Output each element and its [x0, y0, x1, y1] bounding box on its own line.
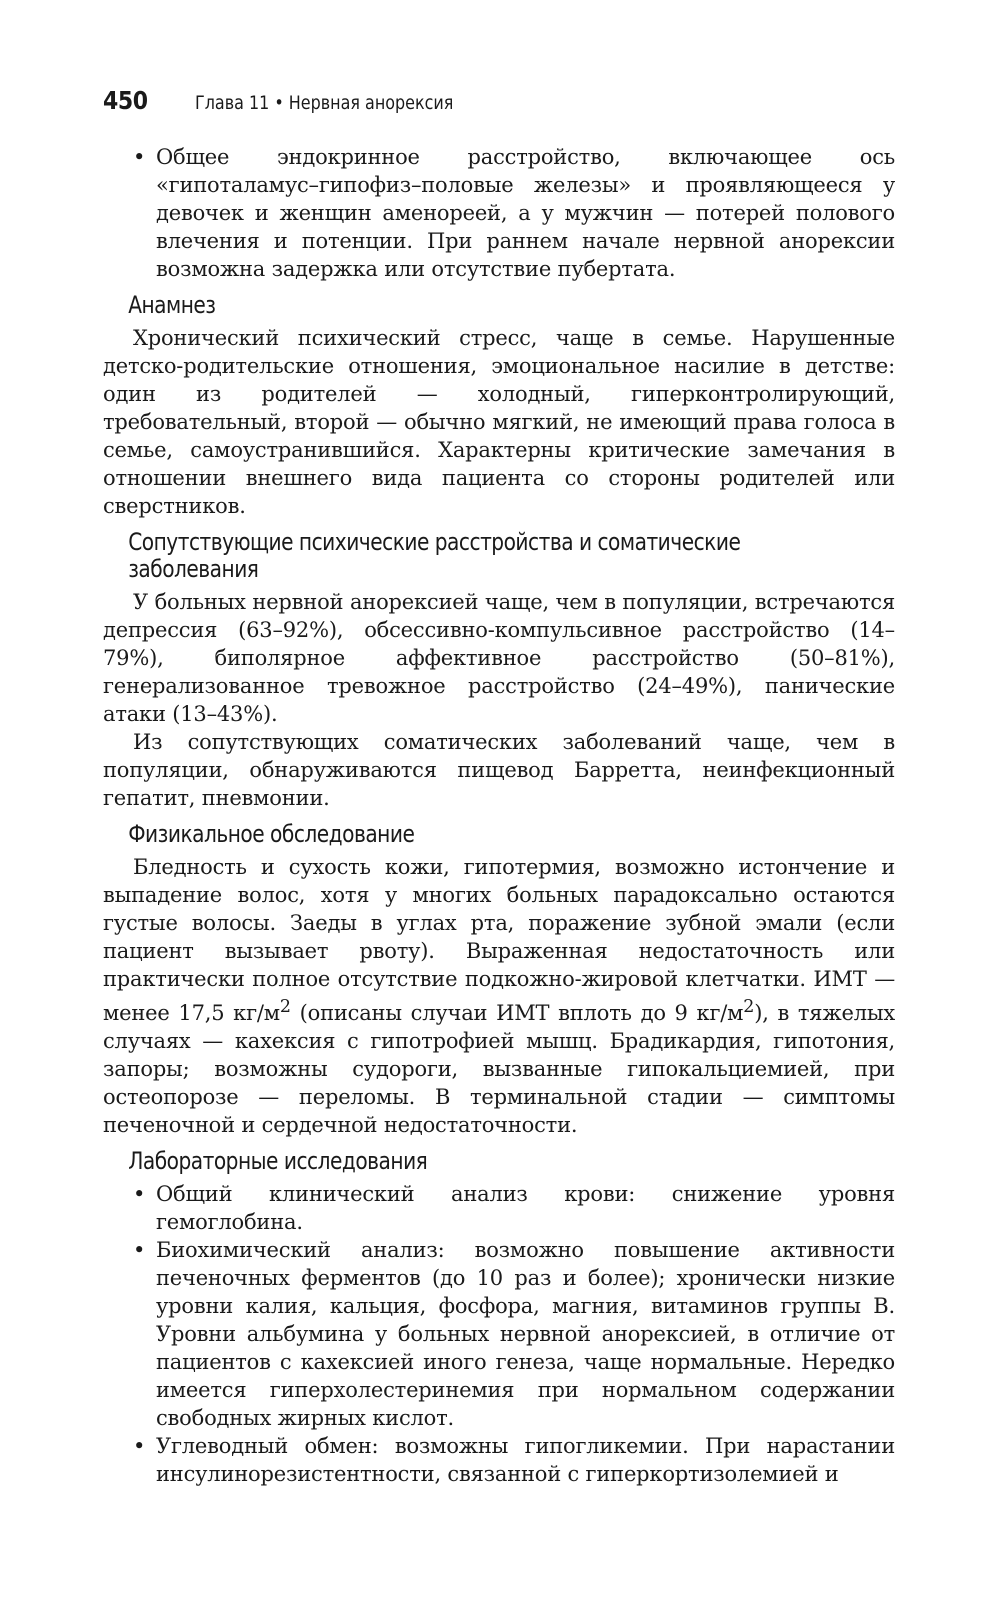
superscript: 2 [279, 997, 291, 1017]
lab-bullet-list [103, 1180, 895, 1488]
chapter-name: Нервная анорексия [288, 92, 454, 114]
paragraph: У больных нервной анорексией чаще, чем в популяции, встречаются депрессия (63–92%), обсессивно-компульсивное расстройство (14–79%), биполярное аффективное расстройство (50–81%), генерализованное тревожное расстройство (24–49%), панические атаки (13–43%). [103, 590, 895, 726]
list-item-text: Углеводный обмен: возможны гипогликемии. При нарастании инсулинорезистентности, связанной с гиперкортизолемией и [156, 1434, 895, 1486]
bullet: • [133, 145, 146, 169]
list-item [103, 1236, 895, 1432]
bullet: • [133, 1238, 146, 1262]
list-item-text: Биохимический анализ: возможно повышение активности печеночных ферментов (до 10 раз и более); хронически низкие уровни калия, кальция, фосфора, магния, витаминов группы B. Уровни альбумина у больных нервной анорексией, в отличие от пациентов с кахексией иного генеза, чаще нормальные. Нередко имеется гиперхолестеринемия при нормальном содержании свободных жирных кислот. [156, 1238, 895, 1430]
section-heading-anamnesis: Анамнез [128, 291, 216, 319]
paragraph-text: ), в тяжелых случаях — кахексия с гипотрофией мышц. Брадикардия, гипотония, запоры; возможны судороги, вызванные гипокальциемией, при остеопорозе — переломы. В терминальной стадии — симптомы печеночной и сердечной недостаточности. [103, 1001, 895, 1137]
list-item-text: Общее эндокринное расстройство, включающее ось «гипоталамус–гипофиз–половые железы» и проявляющееся у девочек и женщин аменореей, а у мужчин — потерей полового влечения и потенции. При раннем начале нервной анорексии возможна задержка или отсутствие пубертата. [156, 145, 895, 281]
separator-dot: • [274, 92, 284, 114]
paragraph-text: (описаны случаи ИМТ вплоть до 9 кг/м [290, 1001, 744, 1025]
list-item [103, 143, 895, 283]
paragraph [103, 853, 895, 1139]
chapter-title [195, 92, 453, 114]
intro-bullet-list [103, 143, 895, 283]
bullet: • [133, 1434, 146, 1458]
paragraph-text: Бледность и сухость кожи, гипотермия, возможно истончение и выпадение волос, хотя у многих больных парадоксально остаются густые волосы. Заеды в углах рта, поражение зубной эмали (если пациент вызывает рвоту). Выраженная недостаточность или практически полное отсутствие подкожно-жировой клетчатки. ИМТ — менее 17,5 кг/м [103, 855, 895, 1025]
superscript: 2 [743, 997, 755, 1017]
list-item [103, 1432, 895, 1488]
paragraph: Из сопутствующих соматических заболеваний чаще, чем в популяции, обнаруживаются пищевод Барретта, неинфекционный гепатит, пневмонии. [103, 730, 895, 810]
bullet: • [133, 1182, 146, 1206]
chapter-label: Глава 11 [195, 92, 270, 114]
section-heading-comorbid: Сопутствующие психические расстройства и соматические заболевания [128, 528, 741, 583]
section-heading-physical: Физикальное обследование [128, 820, 415, 848]
page-body [103, 143, 895, 1488]
list-item [103, 1180, 895, 1236]
list-item-text: Общий клинический анализ крови: снижение уровня гемоглобина. [156, 1182, 895, 1234]
section-heading-lab: Лабораторные исследования [128, 1147, 428, 1175]
page-number: 450 [103, 86, 148, 115]
paragraph: Хронический психический стресс, чаще в семье. Нарушенные детско-родительские отношения, эмоциональное насилие в детстве: один из родителей — холодный, гиперконтролирующий, требовательный, второй — обычно мягкий, не имеющий права голоса в семье, самоустранившийся. Характерны критические замечания в отношении внешнего вида пациента со стороны родителей или сверстников. [103, 326, 895, 518]
running-header [103, 86, 903, 120]
